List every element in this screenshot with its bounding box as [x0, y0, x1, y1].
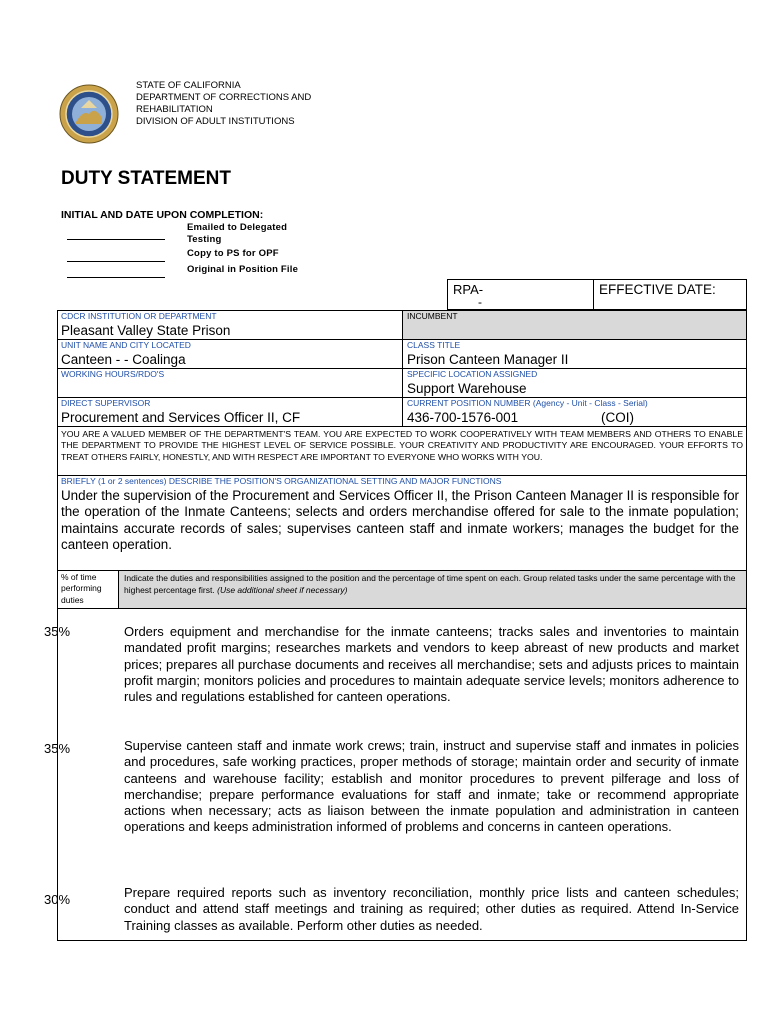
- agency-line: DEPARTMENT OF CORRECTIONS AND: [136, 92, 312, 103]
- position-number-suffix: (COI): [601, 410, 634, 425]
- team-statement: YOU ARE A VALUED MEMBER OF THE DEPARTMENT'S TEAM. YOU ARE EXPECTED TO WORK COOPERATIVELY WITH TEAM MEMBERS AND OTHERS TO ENABLE THE DEPARTMENT TO PROVIDE THE HIGHEST LEVEL OF SERVICE POSSIBLE. YOUR CREATIVITY AND PRODUCTIVITY ARE ENCOURAGED. YOUR EFFORTS TO TREAT OTHERS FAIRLY, HONESTLY, AND WITH RESPECT ARE IMPORTANT TO EVERYONE WHO WORKS WITH YOU.: [61, 429, 743, 462]
- rpa-value: -: [478, 295, 482, 309]
- institution-value[interactable]: Pleasant Valley State Prison: [61, 323, 231, 338]
- duty-percent[interactable]: 35%: [44, 741, 71, 756]
- incumbent-label: INCUMBENT: [407, 311, 458, 321]
- duties-header: [124, 572, 742, 596]
- pct-header: % of time performing duties: [61, 572, 102, 605]
- agency-line: DIVISION OF ADULT INSTITUTIONS: [136, 116, 295, 127]
- position-number-label: CURRENT POSITION NUMBER (Agency - Unit - Class - Serial): [407, 398, 648, 408]
- duty-percent[interactable]: 35%: [44, 624, 71, 639]
- duty-text[interactable]: Orders equipment and merchandise for the inmate canteens; tracks sales and inventories to maintain mandated profit margins; researches markets and vendors to keep abreast of new products and market prices; prepares all purchase documents and receives all merchandise; sets and adjusts prices to maintain profit margin; monitors policies and procedures to maintain adequate service levels; monitors adherence to rules and regulations established for canteen operations.: [124, 624, 739, 705]
- initial-line[interactable]: [67, 277, 165, 278]
- original-label: Original in Position File: [187, 264, 299, 275]
- functions-text[interactable]: Under the supervision of the Procurement and Services Officer II, the Prison Canteen Manager II is responsible for the operation of the Inmate Canteens; selects and orders merchandise offered for sale to the inmate population; maintains accurate records of sales; supervises canteen staff and inmate workers; manages the budget for the canteen operation.: [61, 488, 739, 552]
- functions-label: BRIEFLY (1 or 2 sentences) DESCRIBE THE POSITION'S ORGANIZATIONAL SETTING AND MAJOR FUNCTIONS: [61, 476, 502, 486]
- unit-value[interactable]: Canteen - - Coalinga: [61, 352, 186, 367]
- testing-label: Testing: [187, 234, 222, 245]
- hours-label: WORKING HOURS/RDO'S: [61, 369, 165, 379]
- institution-label: CDCR INSTITUTION OR DEPARTMENT: [61, 311, 217, 321]
- duties-header-note: (Use additional sheet if necessary): [217, 585, 348, 595]
- class-title-value[interactable]: Prison Canteen Manager II: [407, 352, 569, 367]
- unit-label: UNIT NAME AND CITY LOCATED: [61, 340, 191, 350]
- class-title-label: CLASS TITLE: [407, 340, 461, 350]
- supervisor-label: DIRECT SUPERVISOR: [61, 398, 151, 408]
- initial-line[interactable]: [67, 239, 165, 240]
- initial-line[interactable]: [67, 261, 165, 262]
- copy-label: Copy to PS for OPF: [187, 248, 279, 259]
- document-title: DUTY STATEMENT: [61, 168, 231, 189]
- rpa-label: RPA-: [453, 282, 484, 297]
- agency-line: STATE OF CALIFORNIA: [136, 80, 241, 91]
- location-label: SPECIFIC LOCATION ASSIGNED: [407, 369, 538, 379]
- duty-text[interactable]: Prepare required reports such as inventory reconciliation, monthly price lists and canteen schedules; conduct and attend staff meetings and training as required; other duties as required. Attend In-Service Training classes as available. Perform other duties as needed.: [124, 885, 739, 933]
- agency-header: [136, 80, 311, 128]
- duties-header-text: Indicate the duties and responsibilities assigned to the position and the percentage of time spent on each. Group related tasks under the same percentage with the highest percentage first.: [124, 573, 736, 595]
- agency-line: REHABILITATION: [136, 104, 213, 115]
- duty-percent[interactable]: 30%: [44, 892, 71, 907]
- effective-date-label: EFFECTIVE DATE:: [599, 282, 716, 297]
- supervisor-value[interactable]: Procurement and Services Officer II, CF: [61, 410, 301, 425]
- position-number-value[interactable]: 436-700-1576-001: [407, 410, 519, 425]
- duty-text[interactable]: Supervise canteen staff and inmate work crews; train, instruct and supervise staff and inmates in policies and procedures, safe working practices, proper methods of storage; maintain order and security of inmate canteens and warehouse facility; establish and monitor procedures to prevent pilferage and loss of merchandise; prepare performance evaluations for staff and inmate; take or recommend appropriate actions when necessary; acts as liaison between the inmate population and administration in canteen operations and keeps administration informed of problems and concerns in canteen operations.: [124, 738, 739, 835]
- initial-heading: INITIAL AND DATE UPON COMPLETION:: [61, 209, 264, 221]
- emailed-label: Emailed to Delegated: [187, 222, 288, 233]
- location-value[interactable]: Support Warehouse: [407, 381, 527, 396]
- cdcr-seal-icon: [59, 84, 119, 144]
